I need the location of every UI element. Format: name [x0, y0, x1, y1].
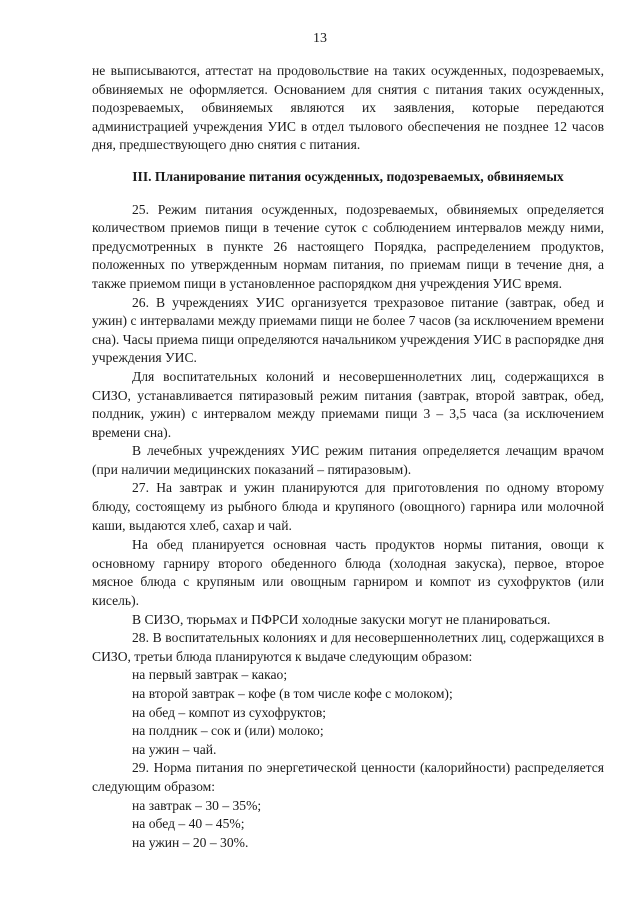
paragraph-intro: не выписываются, аттестат на продовольствие на таких осужденных, подозреваемых, обвиняемых не оформляется. Основанием для снятия с питания таких осужденных, подозреваемых, обвиняемых являются их заявления, которые передаются администрацией учреждения УИС в отдел тылового обеспечения не позднее 12 часов дня, предшествующего дню снятия с питания. [92, 63, 604, 153]
list-item: на ужин – 20 – 30%. [132, 834, 249, 850]
document-body [92, 62, 604, 852]
paragraph-26: 26. В учреждениях УИС организуется трехразовое питание (завтрак, обед и ужин) с интервалами между приемами пищи не более 7 часов (за исключением времени сна). Часы приема пищи определяются начальником учреждения УИС в распорядке дня учреждения УИС. [92, 294, 604, 366]
paragraph-25: 25. Режим питания осужденных, подозреваемых, обвиняемых определяется количеством приемов пищи в течение суток с соблюдением интервалов между ними, предусмотренных в пункте 26 настоящего Порядка, распределением продуктов, положенных по утвержденным нормам питания, по приемам пищи в течение дня, а также приемом пищи в установленное распорядком дня учреждения УИС время. [92, 201, 604, 291]
paragraph-28: 28. В воспитательных колониях и для несовершеннолетних лиц, содержащихся в СИЗО, третьи блюда планируются к выдаче следующим образом: [92, 630, 604, 664]
paragraph-29: 29. Норма питания по энергетической ценности (калорийности) распределяется следующим образом: [92, 760, 604, 794]
section-heading: III. Планирование питания осужденных, подозреваемых, обвиняемых [132, 168, 564, 184]
list-item: на обед – 40 – 45%; [132, 816, 245, 832]
list-item: на завтрак – 30 – 35%; [132, 797, 262, 813]
paragraph-27-sizo: В СИЗО, тюрьмах и ПФРСИ холодные закуски могут не планироваться. [132, 611, 551, 627]
list-item: на полдник – сок и (или) молоко; [132, 723, 324, 739]
paragraph-26-colonies: Для воспитательных колоний и несовершеннолетних лиц, содержащихся в СИЗО, устанавливается пятиразовый режим питания (завтрак, второй завтрак, обед, полдник, ужин) с интервалом между приемами пищи 3 – 3,5 часа (за исключением времени сна). [92, 368, 604, 440]
paragraph-27-lunch: На обед планируется основная часть продуктов нормы питания, овощи к основному гарниру второго обеденного блюда (холодная закуска), первое, второе мясное блюда с крупяным или овощным гарниром и компот из сухофруктов (или кисель). [92, 537, 604, 609]
list-item: на первый завтрак – какао; [132, 667, 288, 683]
page-number: 13 [313, 31, 327, 46]
list-item: на второй завтрак – кофе (в том числе кофе с молоком); [132, 686, 453, 701]
list-item: на ужин – чай. [132, 741, 217, 757]
paragraph-26-medical: В лечебных учреждениях УИС режим питания определяется лечащим врачом (при наличии медицинских показаний – пятиразовым). [92, 443, 604, 477]
paragraph-27: 27. На завтрак и ужин планируются для приготовления по одному второму блюду, состоящему из рыбного блюда и крупяного (овощного) гарнира или молочной каши, выдаются хлеб, сахар и чай. [92, 480, 604, 533]
list-item: на обед – компот из сухофруктов; [132, 704, 327, 720]
